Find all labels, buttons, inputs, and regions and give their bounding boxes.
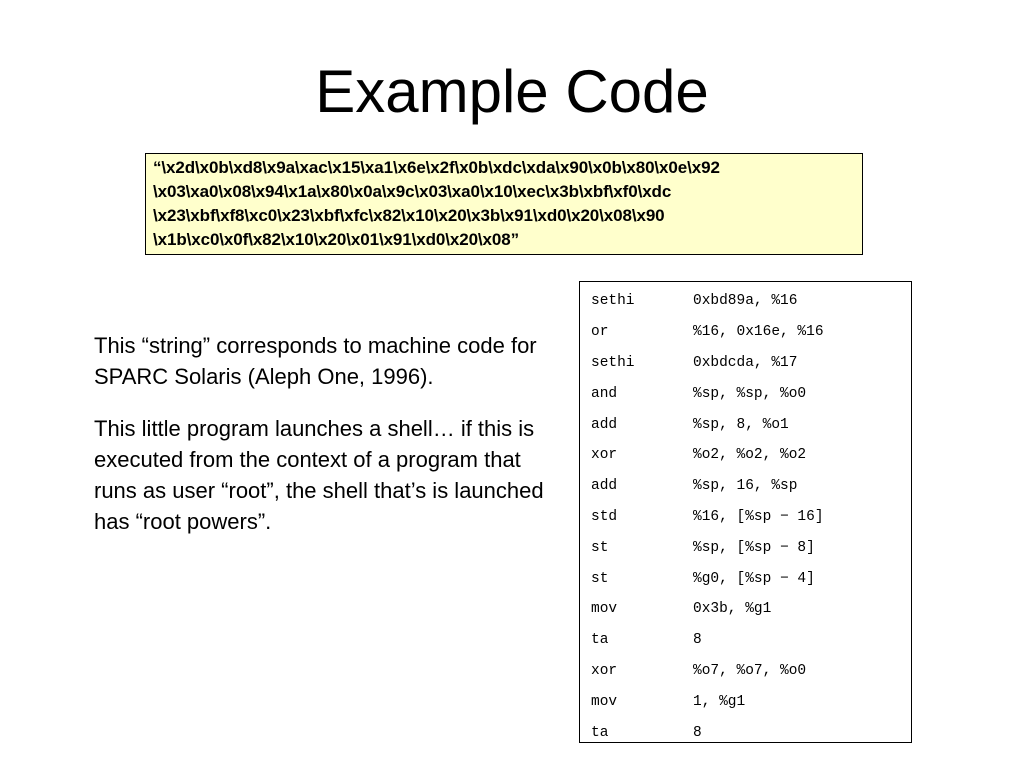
assembly-opcode: ta [591, 724, 609, 741]
assembly-opcode: xor [591, 662, 618, 679]
assembly-listing [579, 281, 912, 743]
assembly-row [580, 532, 911, 563]
assembly-operands: 0xbdcda, %17 [693, 354, 798, 371]
assembly-row [580, 409, 911, 440]
hex-string-line: \x23\xbf\xf8\xc0\x23\xbf\xfc\x82\x10\x20\x3b\x91\xd0\x20\x08\x90 [153, 206, 665, 225]
assembly-opcode: add [591, 478, 618, 495]
assembly-row [580, 286, 911, 317]
description-paragraph: This “string” corresponds to machine code for SPARC Solaris (Aleph One, 1996). [94, 333, 537, 389]
assembly-operands: 0x3b, %g1 [693, 601, 772, 618]
assembly-row [580, 563, 911, 594]
assembly-operands: 8 [693, 632, 702, 649]
assembly-operands: %g0, [%sp − 4] [693, 570, 815, 587]
assembly-row [580, 594, 911, 625]
assembly-operands: %sp, 16, %sp [693, 478, 798, 495]
assembly-operands: %16, 0x16e, %16 [693, 324, 824, 341]
assembly-opcode: st [591, 570, 609, 587]
assembly-row [580, 717, 911, 748]
assembly-opcode: ta [591, 632, 609, 649]
assembly-operands: %o2, %o2, %o2 [693, 447, 807, 464]
assembly-operands: 0xbd89a, %16 [693, 293, 798, 310]
assembly-operands: 1, %g1 [693, 693, 746, 710]
assembly-operands: %sp, 8, %o1 [693, 416, 789, 433]
slide-title: Example Code [315, 58, 709, 125]
assembly-row [580, 348, 911, 379]
assembly-opcode: mov [591, 693, 618, 710]
assembly-opcode: xor [591, 447, 618, 464]
hex-string-line: \x03\xa0\x08\x94\x1a\x80\x0a\x9c\x03\xa0\x10\xec\x3b\xbf\xf0\xdc [153, 182, 672, 201]
assembly-opcode: and [591, 385, 618, 402]
description-text [94, 330, 544, 558]
assembly-operands: %sp, %sp, %o0 [693, 385, 807, 402]
assembly-operands: %o7, %o7, %o0 [693, 662, 807, 679]
description-paragraph: This little program launches a shell… if this is executed from the context of a program that runs as user “root”, the shell that’s is launched has “root powers”. [94, 416, 544, 534]
hex-string-line: “\x2d\x0b\xd8\x9a\xac\x15\xa1\x6e\x2f\x0b\xdc\xda\x90\x0b\x80\x0e\x92 [153, 158, 720, 177]
assembly-opcode: sethi [591, 354, 635, 371]
assembly-row [580, 378, 911, 409]
assembly-row [580, 317, 911, 348]
assembly-operands: %16, [%sp − 16] [693, 508, 824, 525]
assembly-opcode: st [591, 539, 609, 556]
assembly-row [580, 656, 911, 687]
assembly-row [580, 440, 911, 471]
assembly-row [580, 686, 911, 717]
assembly-opcode: mov [591, 601, 618, 618]
hex-string-line: \x1b\xc0\x0f\x82\x10\x20\x01\x91\xd0\x20\x08” [153, 230, 520, 249]
assembly-opcode: std [591, 508, 618, 525]
assembly-opcode: or [591, 324, 609, 341]
assembly-row [580, 471, 911, 502]
assembly-row [580, 502, 911, 533]
assembly-opcode: sethi [591, 293, 635, 310]
assembly-operands: 8 [693, 724, 702, 741]
hex-string-box [145, 153, 863, 255]
assembly-operands: %sp, [%sp − 8] [693, 539, 815, 556]
assembly-row [580, 625, 911, 656]
assembly-opcode: add [591, 416, 618, 433]
